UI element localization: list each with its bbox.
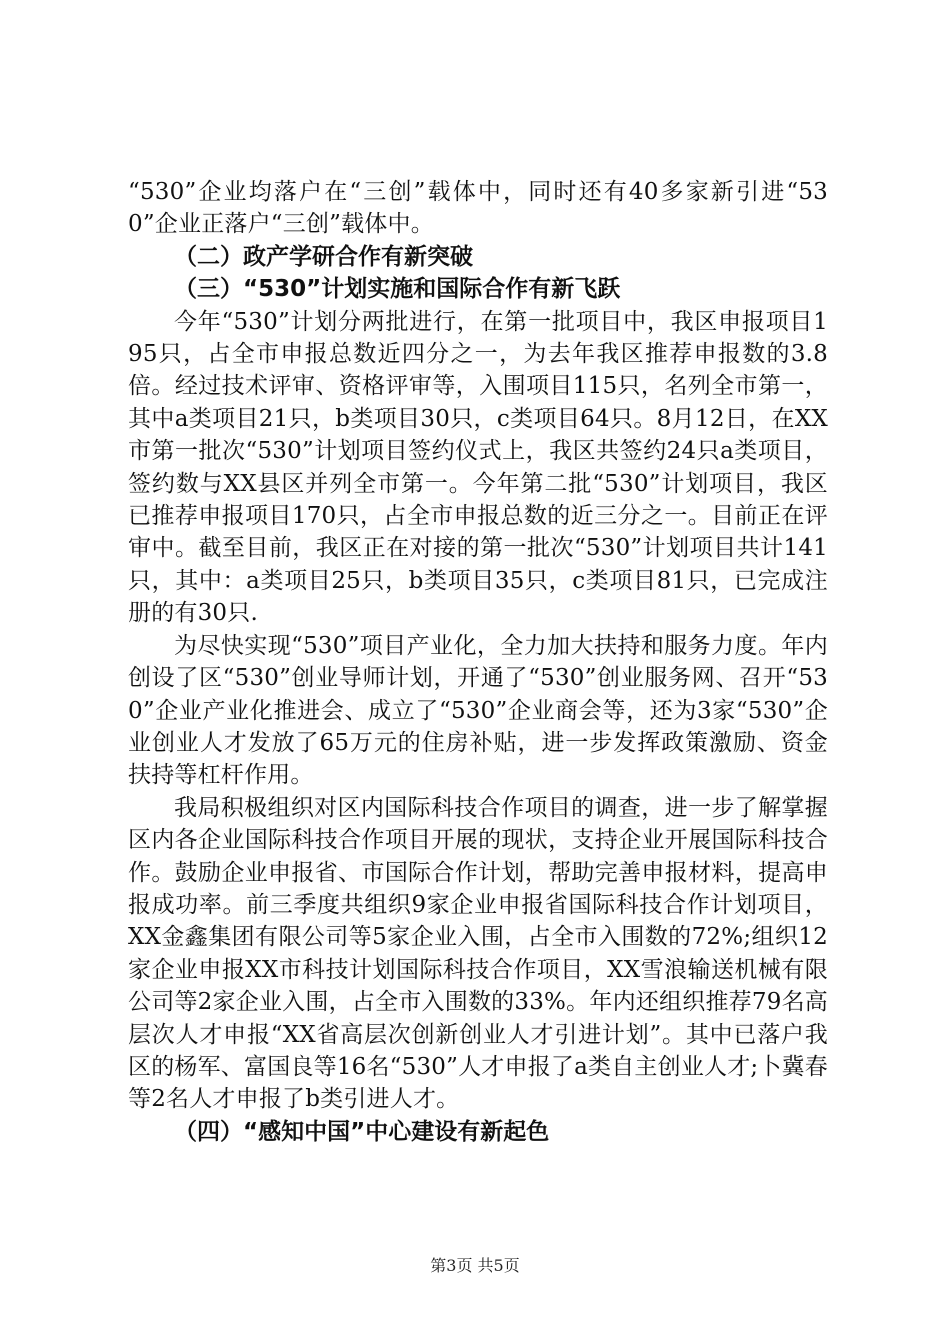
paragraph-continuation: “530”企业均落户在“三创”载体中，同时还有40多家新引进“530”企业正落户“三创”载体中。 (128, 179, 828, 238)
section-heading-3: （三）“530”计划实施和国际合作有新飞跃 (174, 276, 621, 303)
paragraph-530-plan: 今年“530”计划分两批进行，在第一批项目中，我区申报项目195只，占全市申报总数近四分之一，为去年我区推荐申报数的3.8倍。经过技术评审、资格评审等，入围项目115只，名列全市第一，其中a类项目21只，b类项目30只，c类项目64只。8月12日，在XX市第一批次“530”计划项目签约仪式上，我区共签约24只a类项目，签约数与XX县区并列全市第一。今年第二批“530”计划项目，我区已推荐申报项目170只，占全市申报总数的近三分之一。目前正在评审中。截至目前，我区正在对接的第一批次“530”计划项目共计141只，其中：a类项目25只，b类项目35只，c类项目81只，已完成注册的有30只. (128, 308, 828, 627)
section-heading-4: （四）“感知中国”中心建设有新起色 (174, 1118, 550, 1145)
paragraph-industrialization: 为尽快实现“530”项目产业化，全力加大扶持和服务力度。年内创设了区“530”创业导师计划，开通了“530”创业服务网、召开“530”企业产业化推进会、成立了“530”企业商会等，还为3家“530”企业创业人才发放了65万元的住房补贴，进一步发挥政策激励、资金扶持等杠杆作用。 (128, 632, 828, 789)
page-number-footer: 第3页 共5页 (430, 1256, 520, 1275)
section-heading-2: （二）政产学研合作有新突破 (174, 243, 473, 270)
paragraph-international-cooperation: 我局积极组织对区内国际科技合作项目的调查，进一步了解掌握区内各企业国际科技合作项目开展的现状，支持企业开展国际科技合作。鼓励企业申报省、市国际合作计划，帮助完善申报材料，提高申报成功率。前三季度共组织9家企业申报省国际科技合作计划项目，XX金鑫集团有限公司等5家企业入围，占全市入围数的72%;组织12家企业申报XX市科技计划国际科技合作项目，XX雪浪输送机械有限公司等2家企业入围，占全市入围数的33%。年内还组织推荐79名高层次人才申报“XX省高层次创新创业人才引进计划”。其中已落户我区的杨军、富国良等16名“530”人才申报了a类自主创业人才;卜冀春等2名人才申报了b类引进人才。 (128, 794, 828, 1113)
document-body (128, 176, 828, 1148)
